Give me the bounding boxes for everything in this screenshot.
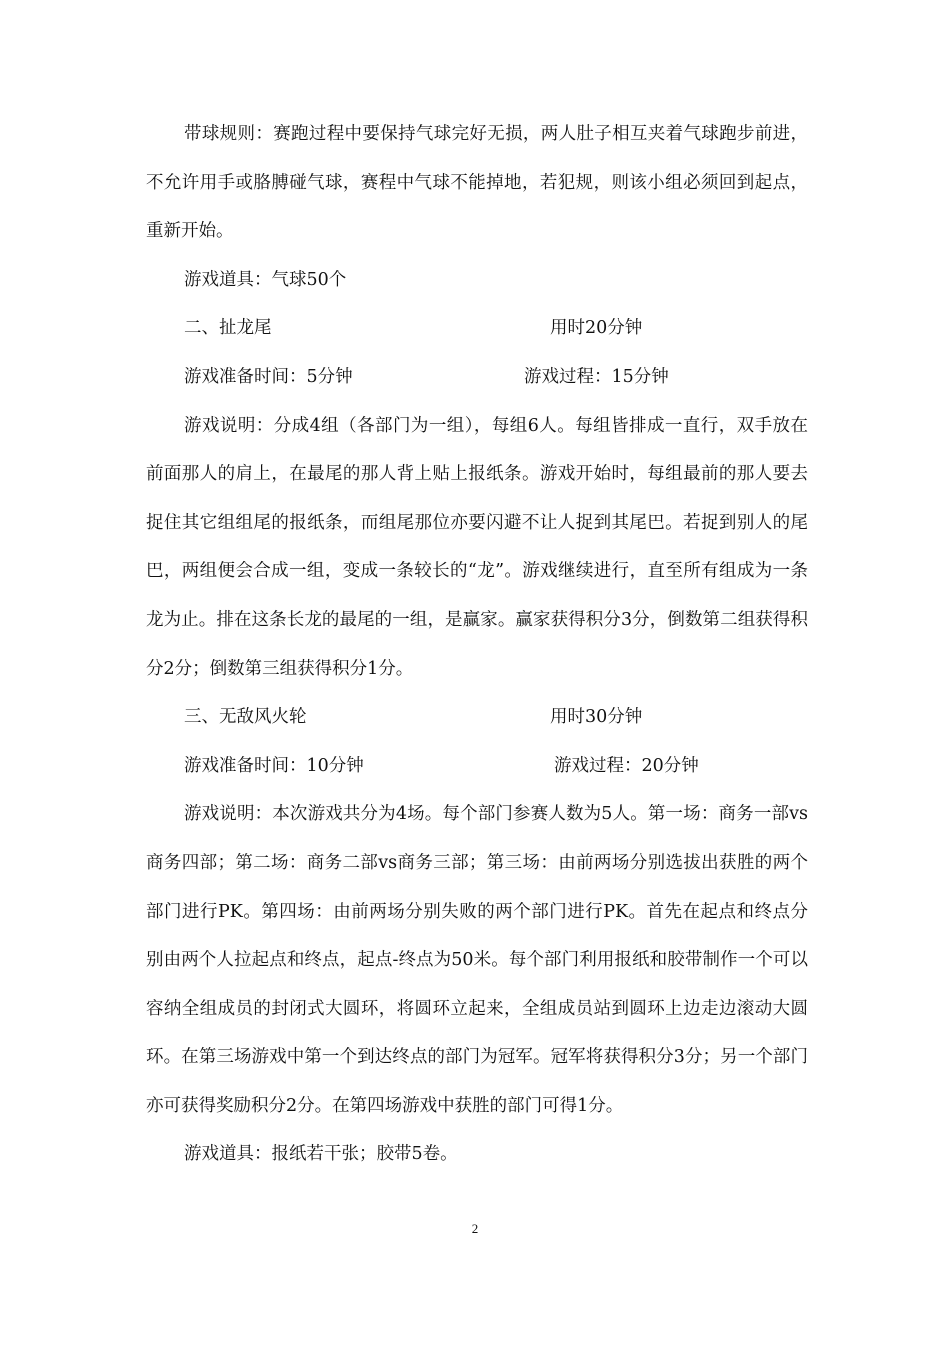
- game3-prep-time: 游戏准备时间：10分钟: [184, 755, 364, 776]
- dribble-rules-paragraph: 带球规则：赛跑过程中要保持气球完好无损，两人肚子相互夹着气球跑步前进，不允许用手或胳膊碰气球，赛程中气球不能掉地，若犯规，则该小组必须回到起点，重新开始。: [146, 124, 808, 242]
- game3-timing-row: [146, 742, 808, 791]
- game2-timing-row: [146, 353, 808, 402]
- game3-title: 三、无敌风火轮: [184, 707, 307, 728]
- game2-duration: 用时20分钟: [550, 318, 643, 339]
- page-content: [146, 110, 808, 1179]
- game2-description-paragraph: 游戏说明：分成4组（各部门为一组），每组6人。每组皆排成一直行，双手放在前面那人的肩上，在最尾的那人背上贴上报纸条。游戏开始时，每组最前的那人要去捉住其它组组尾的报纸条，而组尾那位亦要闪避不让人捉到其尾巴。若捉到别人的尾巴，两组便会合成一组，变成一条较长的“龙”。游戏继续进行，直至所有组成为一条龙为止。排在这条长龙的最尾的一组，是赢家。赢家获得积分3分，倒数第二组获得积分2分；倒数第三组获得积分1分。: [146, 415, 808, 679]
- props-paragraph-1: 游戏道具：气球50个: [184, 269, 347, 290]
- game2-heading-row: [146, 304, 808, 353]
- page-number: 2: [471, 1221, 479, 1236]
- game2-title: 二、扯龙尾: [184, 318, 272, 339]
- game3-process-time: 游戏过程：20分钟: [554, 755, 699, 776]
- game3-description-paragraph: 游戏说明：本次游戏共分为4场。每个部门参赛人数为5人。第一场：商务一部vs商务四部；第二场：商务二部vs商务三部；第三场：由前两场分别选拔出获胜的两个部门进行PK。第四场：由前两场分别失败的两个部门进行PK。首先在起点和终点分别由两个人拉起点和终点，起点-终点为50米。每个部门利用报纸和胶带制作一个可以容纳全组成员的封闭式大圆环，将圆环立起来，全组成员站到圆环上边走边滚动大圆环。在第三场游戏中第一个到达终点的部门为冠军。冠军将获得积分3分；另一个部门亦可获得奖励积分2分。在第四场游戏中获胜的部门可得1分。: [146, 804, 808, 1116]
- game2-process-time: 游戏过程：15分钟: [524, 366, 669, 387]
- game2-prep-time: 游戏准备时间：5分钟: [184, 366, 353, 387]
- props-paragraph-3: 游戏道具：报纸若干张；胶带5卷。: [184, 1144, 458, 1165]
- game3-duration: 用时30分钟: [550, 707, 643, 728]
- game3-heading-row: [146, 693, 808, 742]
